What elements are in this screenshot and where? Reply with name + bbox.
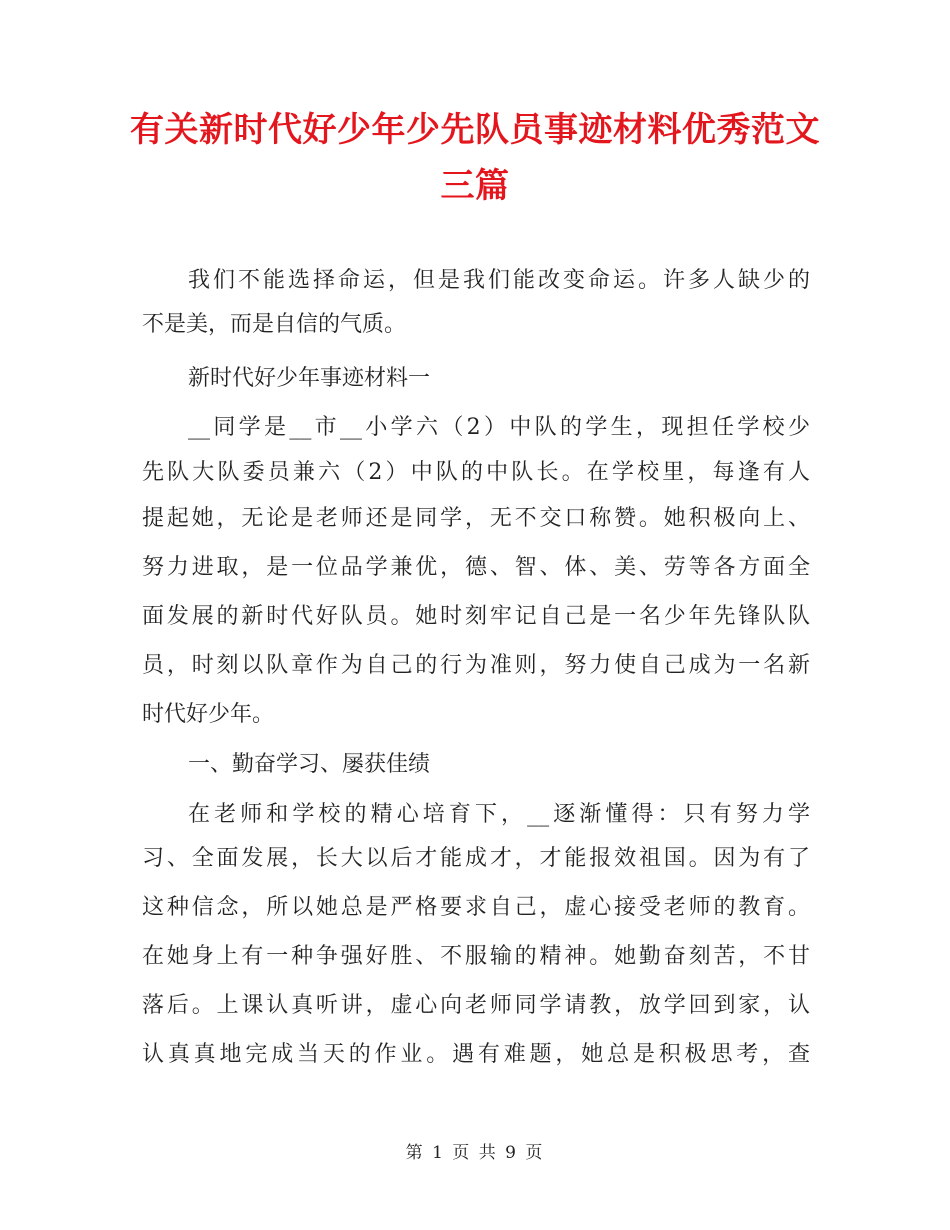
paragraph-line: __同学是__市__小学六（2）中队的学生，现担任学校少 xyxy=(188,415,810,440)
document-title-line-1: 有关新时代好少年少先队员事迹材料优秀范文 xyxy=(130,110,820,150)
paragraph-line: 这种信念，所以她总是严格要求自己，虚心接受老师的教育。 xyxy=(142,895,810,920)
paragraph-line: 员，时刻以队章作为自己的行为准则，努力使自己成为一名新 xyxy=(142,653,810,678)
paragraph-line: 认真真地完成当天的作业。遇有难题，她总是积极思考，查 xyxy=(142,1042,810,1067)
paragraph-line: 落后。上课认真听讲，虚心向老师同学请教，放学回到家，认 xyxy=(142,993,810,1018)
paragraph-line: 在老师和学校的精心培育下，__逐渐懂得：只有努力学 xyxy=(188,802,810,827)
paragraph-line: 我们不能选择命运，但是我们能改变命运。许多人缺少的 xyxy=(188,268,810,293)
paragraph-line: 在她身上有一种争强好胜、不服输的精神。她勤奋刻苦，不甘 xyxy=(142,944,810,969)
paragraph-line: 努力进取，是一位品学兼优，德、智、体、美、劳等各方面全 xyxy=(142,555,810,580)
paragraph-line: 习、全面发展，长大以后才能成才，才能报效祖国。因为有了 xyxy=(142,846,810,871)
section-heading: 新时代好少年事迹材料一 xyxy=(188,366,431,391)
paragraph-line: 先队大队委员兼六（2）中队的中队长。在学校里，每逢有人 xyxy=(142,460,810,485)
paragraph-line: 提起她，无论是老师还是同学，无不交口称赞。她积极向上、 xyxy=(142,506,810,531)
paragraph-line: 不是美，而是自信的气质。 xyxy=(142,312,407,337)
page-number: 第 1 页 共 9 页 xyxy=(405,1143,545,1163)
section-heading: 一、勤奋学习、屡获佳绩 xyxy=(188,752,431,777)
document-title-line-2: 三篇 xyxy=(440,166,510,206)
paragraph-line: 时代好少年。 xyxy=(142,702,275,727)
paragraph-line: 面发展的新时代好队员。她时刻牢记自己是一名少年先锋队队 xyxy=(142,604,810,629)
